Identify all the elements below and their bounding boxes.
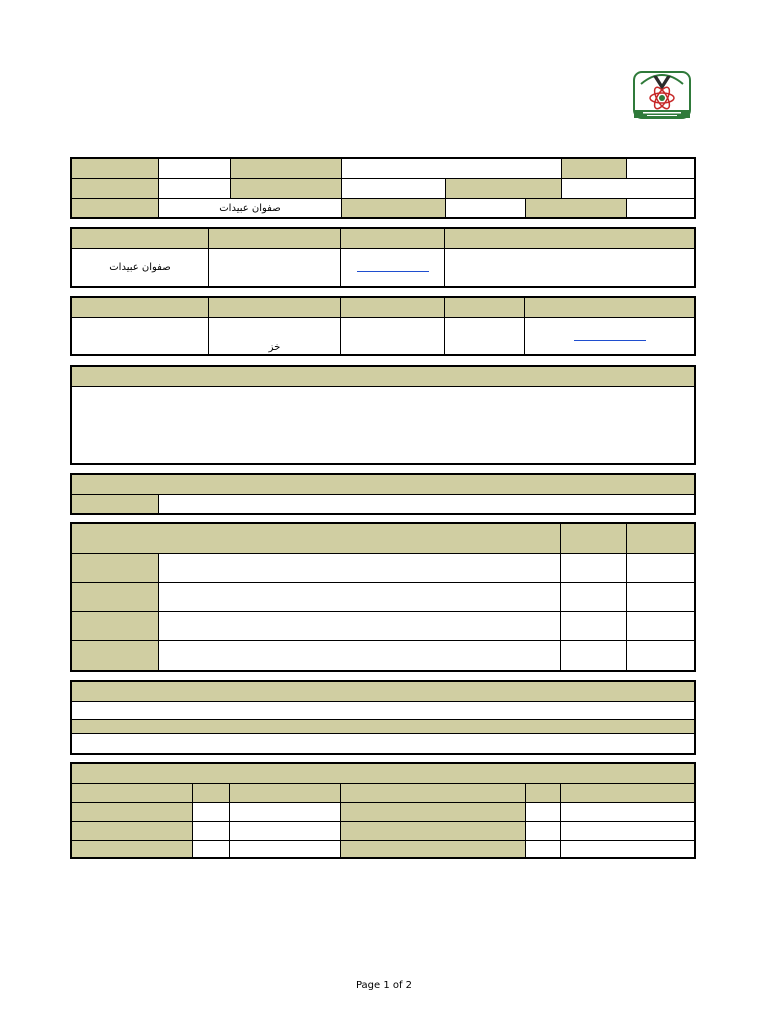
- assessment-col-header: [72, 784, 193, 803]
- outcome-label-cell: [72, 612, 159, 641]
- outcome-value-cell: [627, 583, 694, 612]
- assessment-col-header: [193, 784, 230, 803]
- references-subheader: [72, 720, 694, 734]
- assessment-value-cell: [526, 841, 561, 857]
- outcome-value-cell: [561, 641, 627, 670]
- outcome-value-cell: [627, 641, 694, 670]
- office-header-cell: [445, 298, 525, 318]
- outcome-label-cell: [72, 641, 159, 670]
- office-header-cell: [341, 298, 445, 318]
- contact-value-cell: [209, 249, 341, 286]
- outcome-label-cell: [72, 554, 159, 583]
- assessment-label-cell: [341, 803, 526, 822]
- assessment-value-cell: [561, 803, 694, 822]
- page-number: Page 1 of 2: [355, 980, 413, 991]
- info-value-cell: [627, 199, 694, 217]
- references-table: [70, 680, 696, 755]
- contact-header-cell: [72, 229, 209, 249]
- info-label-cell: [72, 179, 159, 199]
- outcomes-header-cell: [627, 524, 694, 554]
- office-char: خز: [268, 342, 281, 353]
- university-logo: [631, 68, 693, 124]
- info-label-cell: [526, 199, 627, 217]
- info-value-cell: [562, 179, 694, 199]
- outcomes-header-cell: [72, 524, 561, 554]
- office-value-cell: [341, 318, 445, 354]
- info-label-cell: [231, 159, 342, 179]
- description-body: [72, 387, 694, 463]
- info-label-cell: [231, 179, 342, 199]
- info-value-cell: [159, 179, 231, 199]
- assessment-label-cell: [72, 841, 193, 857]
- assessment-value-cell: [193, 803, 230, 822]
- outcome-text-cell: [159, 554, 561, 583]
- contact-header-cell: [341, 229, 445, 249]
- contact-header-cell: [209, 229, 341, 249]
- assessment-label-cell: [341, 822, 526, 841]
- outcome-label-cell: [72, 583, 159, 612]
- info-label-cell: [562, 159, 627, 179]
- prerequisite-table: [70, 473, 696, 515]
- info-value-cell: [627, 159, 694, 179]
- outcome-value-cell: [627, 554, 694, 583]
- assessment-value-cell: [230, 803, 341, 822]
- email-link[interactable]: [357, 271, 429, 272]
- assessment-value-cell: [526, 822, 561, 841]
- references-body: [72, 702, 694, 720]
- assessment-value-cell: [230, 822, 341, 841]
- prerequisite-label-cell: [72, 495, 159, 513]
- outcome-value-cell: [561, 554, 627, 583]
- contact-name-cell: [72, 249, 209, 286]
- assessment-value-cell: [561, 841, 694, 857]
- assessment-value-cell: [526, 803, 561, 822]
- website-link[interactable]: [574, 340, 646, 341]
- contact-name: صفوان عبيدات: [109, 262, 171, 273]
- prerequisite-header: [72, 475, 694, 495]
- assessment-col-header: [230, 784, 341, 803]
- office-value-cell: [72, 318, 209, 354]
- info-value-cell: [342, 179, 446, 199]
- assessment-value-cell: [193, 841, 230, 857]
- outcome-text-cell: [159, 641, 561, 670]
- assessment-header: [72, 764, 694, 784]
- office-header-cell: [209, 298, 341, 318]
- course-info-table: [70, 157, 696, 219]
- info-value-cell: [446, 199, 526, 217]
- references-subbody: [72, 734, 694, 753]
- references-header: [72, 682, 694, 702]
- assessment-label-cell: [72, 803, 193, 822]
- contact-header-cell: [445, 229, 694, 249]
- outcome-value-cell: [561, 583, 627, 612]
- assessment-label-cell: [341, 841, 526, 857]
- info-label-cell: [72, 159, 159, 179]
- description-header: [72, 367, 694, 387]
- office-header-cell: [525, 298, 694, 318]
- website-cell: [525, 318, 694, 354]
- prerequisite-value-cell: [159, 495, 694, 513]
- office-header-cell: [72, 298, 209, 318]
- assessment-col-header: [341, 784, 526, 803]
- instructor-name-cell: [159, 199, 342, 217]
- outcome-value-cell: [627, 612, 694, 641]
- info-label-cell: [72, 199, 159, 217]
- instructor-name: صفوان عبيدات: [219, 202, 281, 214]
- office-value-cell: [445, 318, 525, 354]
- description-table: [70, 365, 696, 465]
- assessment-col-header: [526, 784, 561, 803]
- assessment-col-header: [561, 784, 694, 803]
- office-table: [70, 296, 696, 356]
- outcome-text-cell: [159, 612, 561, 641]
- assessment-label-cell: [72, 822, 193, 841]
- assessment-table: [70, 762, 696, 859]
- assessment-value-cell: [193, 822, 230, 841]
- contact-table: [70, 227, 696, 288]
- assessment-value-cell: [561, 822, 694, 841]
- email-cell: [341, 249, 445, 286]
- assessment-value-cell: [230, 841, 341, 857]
- contact-value-cell: [445, 249, 694, 286]
- info-label-cell: [446, 179, 562, 199]
- info-value-cell: [159, 159, 231, 179]
- info-value-cell: [342, 159, 562, 179]
- outcome-value-cell: [561, 612, 627, 641]
- outcomes-table: [70, 522, 696, 672]
- outcome-text-cell: [159, 583, 561, 612]
- office-char-cell: [209, 318, 341, 354]
- outcomes-header-cell: [561, 524, 627, 554]
- info-label-cell: [342, 199, 446, 217]
